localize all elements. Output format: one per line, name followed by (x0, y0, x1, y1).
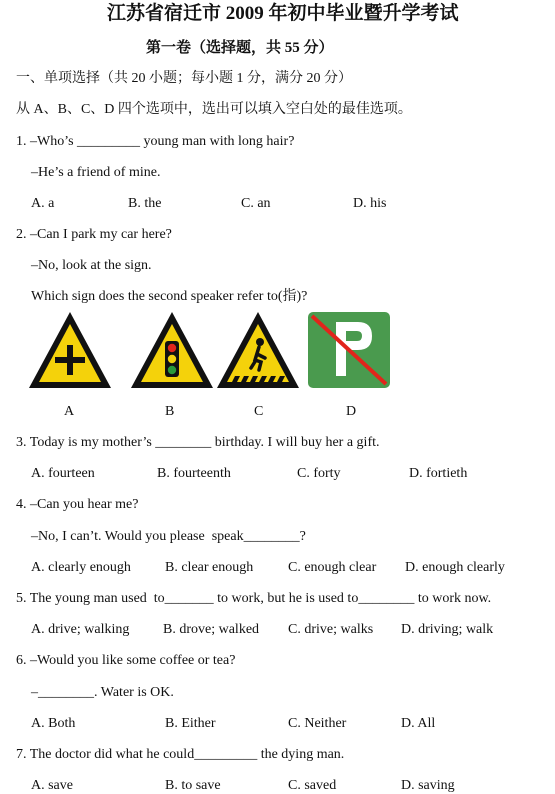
q1-option-b: B. the (128, 196, 162, 211)
q6-option-c: C. Neither (288, 716, 347, 731)
instruction: 从 A、B、C、D 四个选项中，选出可以填入空白处的最佳选项。 (16, 102, 412, 117)
q4-answer-line: –No, I can’t. Would you please speak________? (31, 529, 306, 544)
q6-stem: 6. –Would you like some coffee or tea? (16, 653, 236, 668)
q2-question-line: Which sign does the second speaker refer to(指)? (31, 289, 308, 304)
q1-option-a: A. a (31, 196, 55, 211)
q6-option-a: A. Both (31, 716, 76, 731)
q4-option-b: B. clear enough (165, 560, 254, 575)
sign-label-a: A (64, 404, 75, 419)
traffic-light-warning-sign-icon (129, 310, 215, 390)
q1-option-d: D. his (353, 196, 387, 211)
q5-option-b: B. drove; walked (163, 622, 260, 637)
sign-label-c: C (254, 404, 264, 419)
sign-label-b: B (165, 404, 175, 419)
q7-option-d: D. saving (401, 778, 455, 793)
q5-option-c: C. drive; walks (288, 622, 374, 637)
q2-answer-line: –No, look at the sign. (31, 258, 152, 273)
q7-option-a: A. save (31, 778, 73, 793)
q6-answer-line: –________. Water is OK. (31, 685, 174, 700)
q5-option-d: D. driving; walk (401, 622, 494, 637)
no-parking-sign-icon (306, 310, 392, 390)
pedestrian-crossing-sign-icon (215, 310, 301, 390)
q1-option-c: C. an (241, 196, 271, 211)
q7-option-b: B. to save (165, 778, 221, 793)
q4-stem: 4. –Can you hear me? (16, 497, 139, 512)
q4-option-c: C. enough clear (288, 560, 377, 575)
exam-subtitle: 第一卷（选择题，共 55 分） (146, 40, 334, 56)
q5-option-a: A. drive; walking (31, 622, 130, 637)
q3-option-a: A. fourteen (31, 466, 95, 481)
section-heading: 一、单项选择（共 20 小题；每小题 1 分，满分 20 分） (16, 71, 352, 86)
q2-stem: 2. –Can I park my car here? (16, 227, 172, 242)
q1-stem: 1. –Who’s _________ young man with long hair? (16, 134, 295, 149)
exam-title: 江苏省宿迁市 2009 年初中毕业暨升学考试 (107, 3, 459, 24)
q7-stem: 7. The doctor did what he could_________ the dying man. (16, 747, 345, 762)
q6-option-d: D. All (401, 716, 436, 731)
cross-warning-sign-icon (27, 310, 113, 390)
q3-option-c: C. forty (297, 466, 341, 481)
q4-option-d: D. enough clearly (405, 560, 505, 575)
q3-stem: 3. Today is my mother’s ________ birthday. I will buy her a gift. (16, 435, 380, 450)
q7-option-c: C. saved (288, 778, 337, 793)
q3-option-d: D. fortieth (409, 466, 468, 481)
q4-option-a: A. clearly enough (31, 560, 131, 575)
q1-answer-line: –He’s a friend of mine. (31, 165, 161, 180)
q6-option-b: B. Either (165, 716, 216, 731)
q3-option-b: B. fourteenth (157, 466, 231, 481)
q5-stem: 5. The young man used to_______ to work, but he is used to________ to work now. (16, 591, 492, 606)
sign-label-d: D (346, 404, 357, 419)
